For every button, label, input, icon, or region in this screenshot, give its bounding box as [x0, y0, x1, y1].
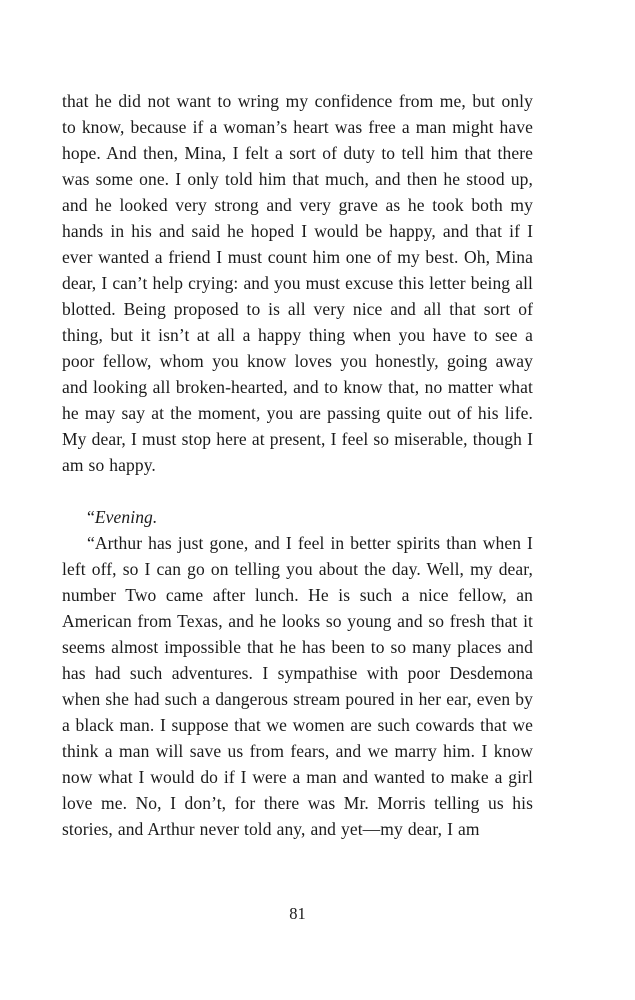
paragraph-arthur-letter: “Arthur has just gone, and I feel in better spirits than when I left off, so I can go on telling you about the day. Well, my dear, number Two came after lunch. He is such a nice fellow, an American from Texas, and he looks so young and so fresh that it seems almost impossible that he has been to so many places and has had such adventures. I sympathise with poor Desdemona when she had such a dangerous stream poured in her ear, even by a black man. I suppose that we women are such cowards that we think a man will save us from fears, and we marry him. I know now what I would do if I were a man and wanted to make a girl love me. No, I don’t, for there was Mr. Morris telling us his stories, and Arthur never told any, and yet—my dear, I am: [62, 533, 533, 839]
paragraph-evening-heading: [62, 504, 533, 530]
open-quote: “: [87, 507, 95, 527]
evening-label: Evening.: [94, 507, 158, 527]
paragraph-letter-continuation: that he did not want to wring my confidence from me, but only to know, because if a woman’s heart was free a man might have hope. And then, Mina, I felt a sort of duty to tell him that there was some one. I only told him that much, and then he stood up, and he looked very strong and very grave as he took both my hands in his and said he hoped I would be happy, and that if I ever wanted a friend I must count him one of my best. Oh, Mina dear, I can’t help crying: and you must excuse this letter being all blotted. Being proposed to is all very nice and all that sort of thing, but it isn’t at all a happy thing when you have to see a poor fellow, whom you know loves you honestly, going away and looking all broken-hearted, and to know that, no matter what he may say at the moment, you are passing quite out of his life. My dear, I must stop here at present, I feel so miserable, though I am so happy.: [62, 91, 533, 475]
text-block: [62, 88, 533, 842]
page-number: 81: [289, 904, 306, 923]
